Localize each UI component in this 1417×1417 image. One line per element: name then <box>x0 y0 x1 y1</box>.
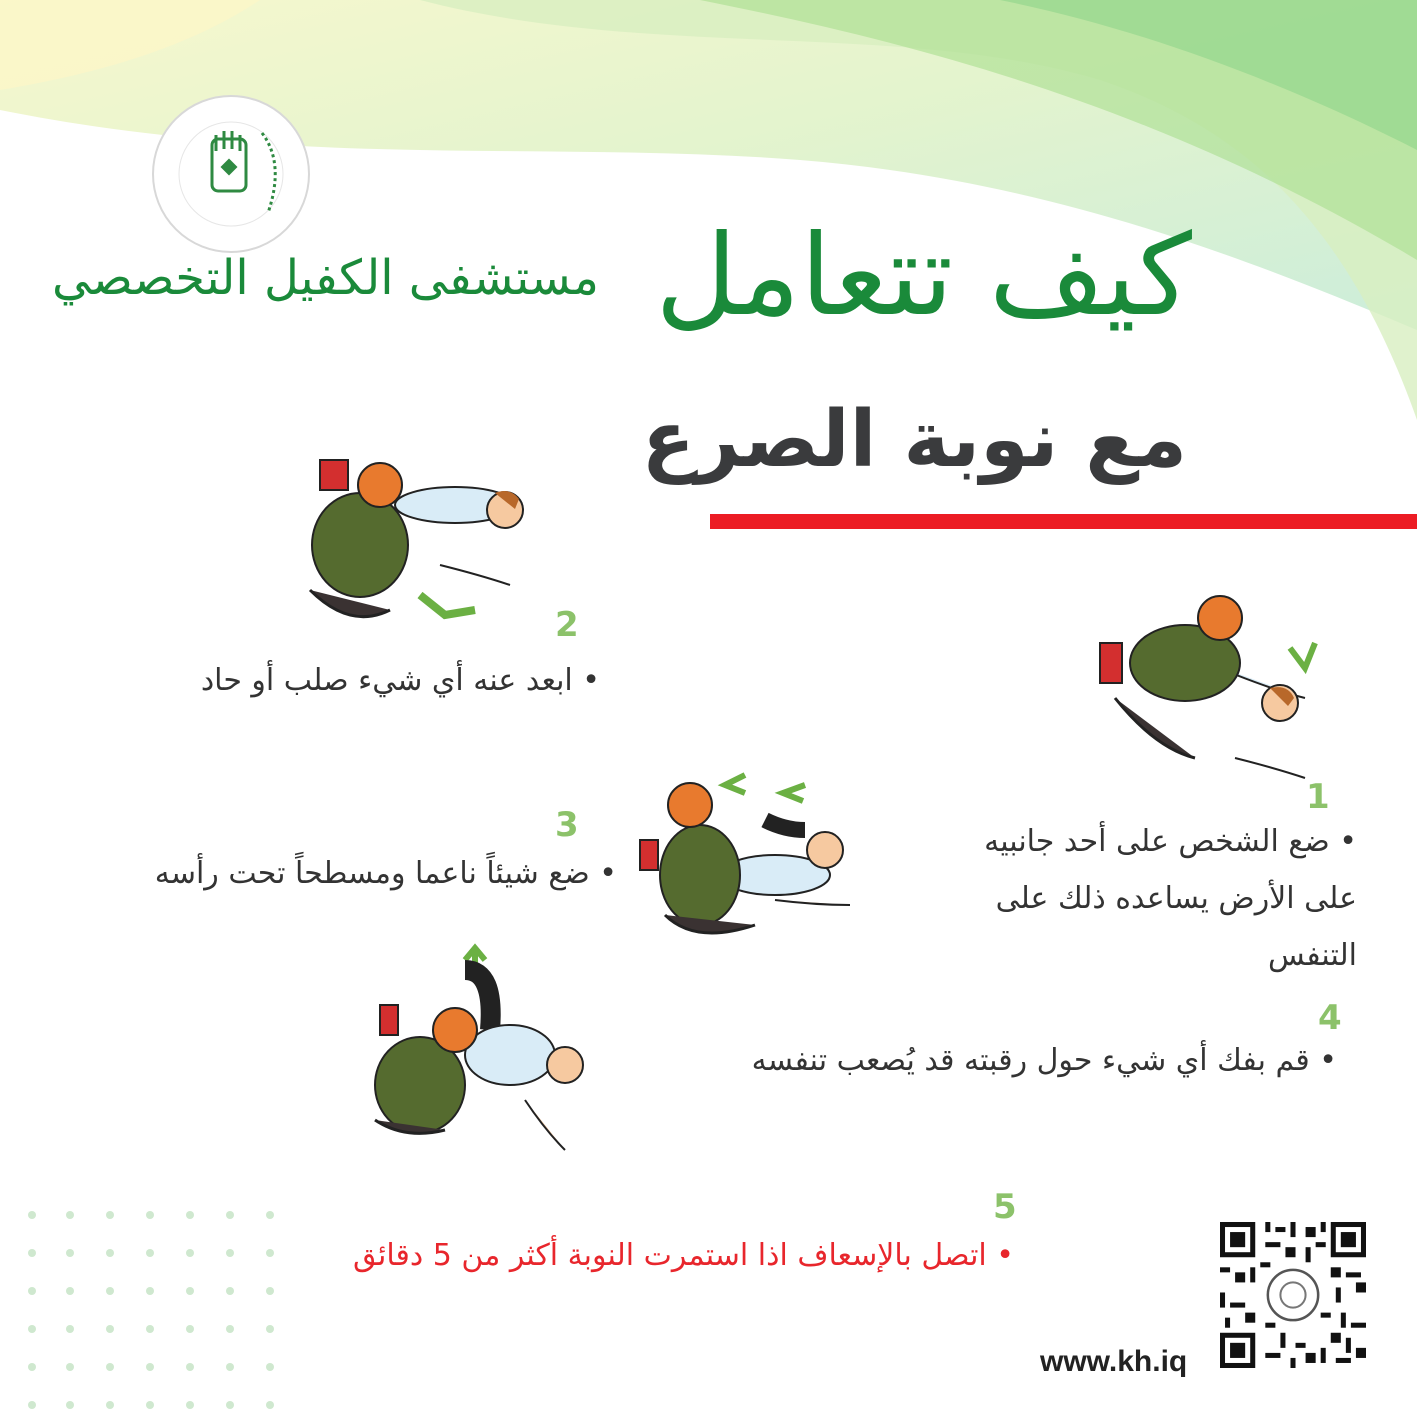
step-number: 5 <box>993 1187 1017 1227</box>
first-aid-illustration <box>1085 588 1325 793</box>
hospital-calligraphy: مستشفى الكفيل التخصصي <box>52 250 599 306</box>
page-subtitle: مع نوبة الصرع <box>641 395 1187 485</box>
step-number: 3 <box>555 805 579 845</box>
step-text: • ضع شيئاً ناعما ومسطحاً تحت رأسه <box>154 856 617 891</box>
first-aid-illustration <box>355 930 595 1160</box>
step-number: 1 <box>1306 777 1330 817</box>
hospital-logo-icon <box>150 93 312 255</box>
qr-code-icon[interactable] <box>1220 1222 1366 1368</box>
step-text-emergency: • اتصل بالإسعاف اذا استمرت النوبة أكثر من 5 دقائق <box>353 1238 1014 1273</box>
step-number: 4 <box>1318 998 1342 1038</box>
first-aid-illustration <box>300 445 530 630</box>
step-text: • ابعد عنه أي شيء صلب أو حاد <box>200 663 600 698</box>
step-text-line: التنفس <box>1267 938 1357 973</box>
step-text-line: على الأرض يساعده ذلك على <box>995 881 1357 916</box>
page-title: كيف تتعامل <box>655 211 1192 341</box>
first-aid-illustration <box>635 765 860 950</box>
step-text <box>897 813 1357 984</box>
step-text: • قم بفك أي شيء حول رقبته قد يُصعب تنفسه <box>751 1043 1337 1078</box>
website-link[interactable]: www.kh.iq <box>1040 1345 1188 1378</box>
title-underline <box>710 514 1417 529</box>
step-number: 2 <box>555 605 579 645</box>
step-text-line: • ضع الشخص على أحد جانبيه <box>984 824 1357 859</box>
